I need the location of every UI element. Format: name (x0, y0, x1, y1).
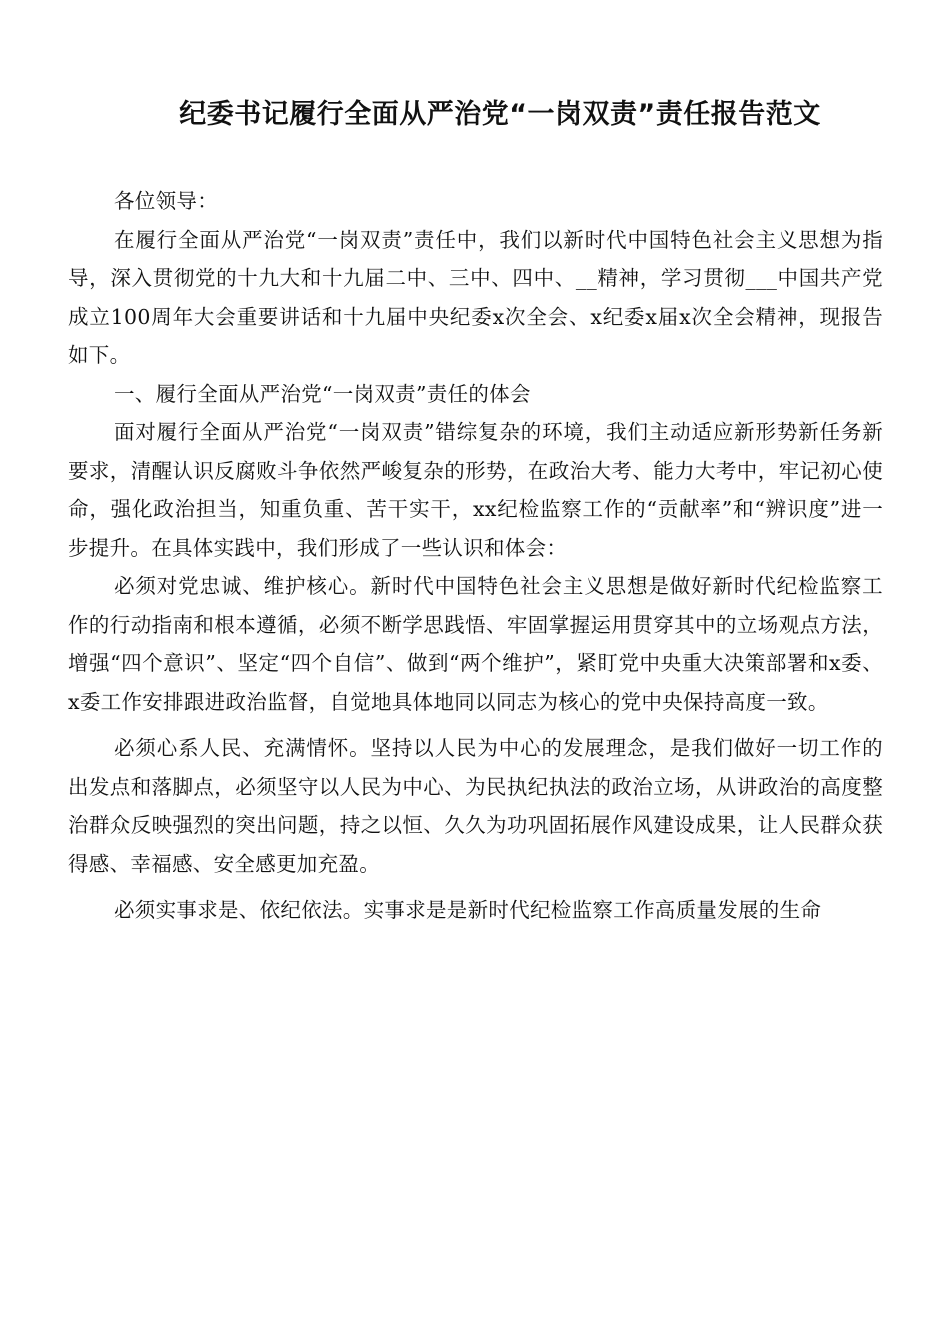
salutation-paragraph: 各位领导： (114, 189, 218, 213)
body-paragraph: 必须实事求是、依纪依法。实事求是是新时代纪检监察工作高质量发展的生命 (114, 898, 822, 922)
intro-paragraph: 在履行全面从严治党“一岗双责”责任中，我们以新时代中国特色社会主义思想为指导，深入贯彻党的十九大和十九届二中、三中、四中、__精神，学习贯彻___中国共产党成立100周年大会重要讲话和十九届中央纪委x次全会、x纪委x届x次全会精神，现报告如下。 (68, 227, 883, 367)
body-paragraph: 必须对党忠诚、维护核心。新时代中国特色社会主义思想是做好新时代纪检监察工作的行动指南和根本遵循，必须不断学思践悟、牢固掌握运用贯穿其中的立场观点方法，增强“四个意识”、坚定“四个自信”、做到“两个维护”，紧盯党中央重大决策部署和x委、x委工作安排跟进政治监督，自觉地具体地同以同志为核心的党中央保持高度一致。 (68, 574, 883, 714)
section-heading-1: 一、履行全面从严治党“一岗双责”责任的体会 (114, 381, 531, 406)
body-paragraph: 面对履行全面从严治党“一岗双责”错综复杂的环境，我们主动适应新形势新任务新要求，清醒认识反腐败斗争依然严峻复杂的形势，在政治大考、能力大考中，牢记初心使命，强化政治担当，知重负重、苦干实干，xx纪检监察工作的“贡献率”和“辨识度”进一步提升。在具体实践中，我们形成了一些认识和体会： (68, 420, 883, 560)
body-paragraph: 必须心系人民、充满情怀。坚持以人民为中心的发展理念，是我们做好一切工作的出发点和落脚点，必须坚守以人民为中心、为民执纪执法的政治立场，从讲政治的高度整治群众反映强烈的突出问题，持之以恒、久久为功巩固拓展作风建设成果，让人民群众获得感、幸福感、安全感更加充盈。 (68, 736, 883, 876)
document-title: 纪委书记履行全面从严治党“一岗双责”责任报告范文 (179, 99, 821, 130)
document-body (68, 182, 883, 930)
